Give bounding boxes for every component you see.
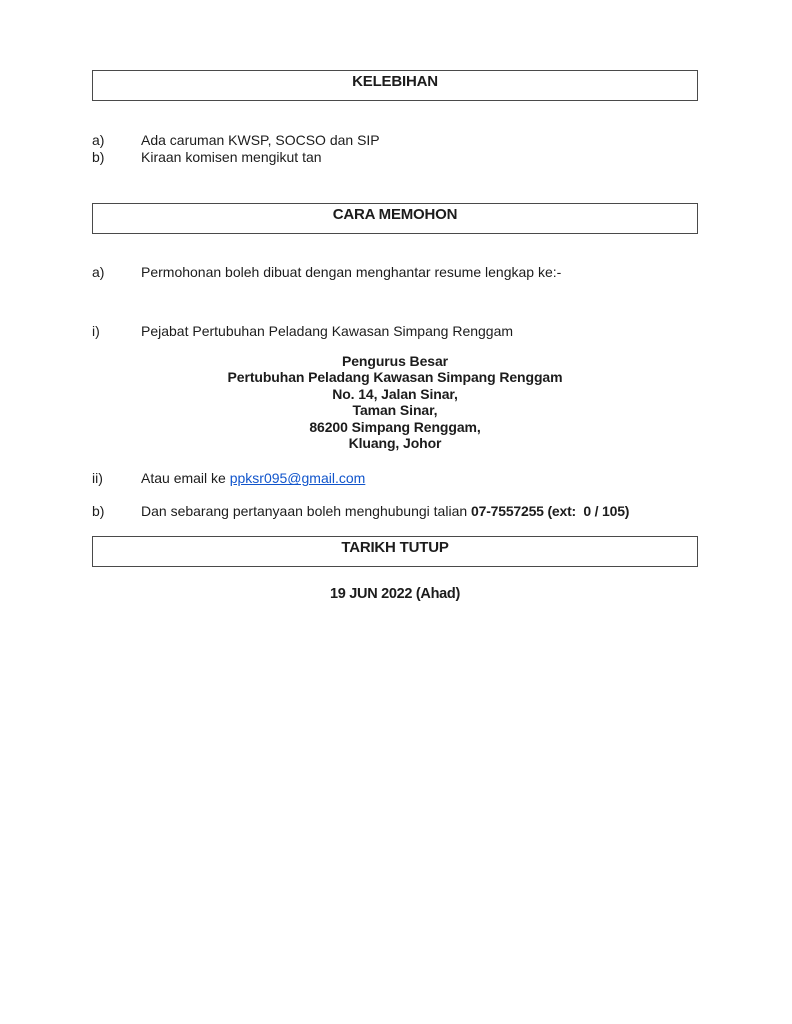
email-prefix-text: Atau email ke (141, 470, 230, 487)
address-line: Pengurus Besar (342, 353, 448, 369)
list-item (92, 149, 698, 166)
section-title-tarikh-tutup: TARIKH TUTUP (341, 539, 449, 557)
section-header-kelebihan (92, 70, 698, 101)
phone-number: 07-7557255 (ext: 0 / 105) (471, 503, 630, 520)
closing-date: 19 JUN 2022 (Ahad) (330, 586, 460, 603)
list-item-label: i) (92, 323, 100, 339)
list-item-label: a) (92, 264, 105, 280)
list-item (92, 503, 698, 520)
list-item (92, 323, 698, 340)
list-item (92, 132, 698, 149)
kelebihan-list (92, 132, 698, 166)
list-item-label: b) (92, 503, 105, 520)
email-link[interactable]: ppksr095@gmail.com (229, 470, 366, 487)
section-title-cara-memohon: CARA MEMOHON (332, 206, 458, 223)
list-item (92, 470, 698, 487)
address-line: Kluang, Johor (348, 435, 442, 452)
list-item-label: b) (92, 149, 105, 165)
section-header-tarikh-tutup (92, 536, 698, 567)
list-item-label: ii) (92, 470, 103, 487)
section-title-kelebihan: KELEBIHAN (352, 73, 438, 90)
address-line: Pertubuhan Peladang Kawasan Simpang Renggam (227, 369, 563, 386)
list-item-text (141, 470, 698, 487)
section-header-cara-memohon (92, 203, 698, 234)
list-item-text: Kiraan komisen mengikut tan (141, 149, 322, 165)
phone-prefix-text: Dan sebarang pertanyaan boleh menghubungi talian (141, 503, 472, 520)
list-item-label: a) (92, 132, 105, 148)
list-item-text: Pejabat Pertubuhan Peladang Kawasan Simpang Renggam (141, 323, 514, 339)
address-line: Taman Sinar, (352, 402, 438, 419)
address-block (92, 353, 698, 451)
address-line: 86200 Simpang Renggam, (309, 418, 481, 435)
list-item (92, 264, 698, 281)
list-item-text: Permohonan boleh dibuat dengan menghantar resume lengkap ke:- (141, 264, 562, 280)
list-item-text (141, 503, 698, 520)
address-line: No. 14, Jalan Sinar, (332, 385, 458, 402)
document-content (92, 70, 698, 603)
list-item-text: Ada caruman KWSP, SOCSO dan SIP (141, 132, 380, 148)
